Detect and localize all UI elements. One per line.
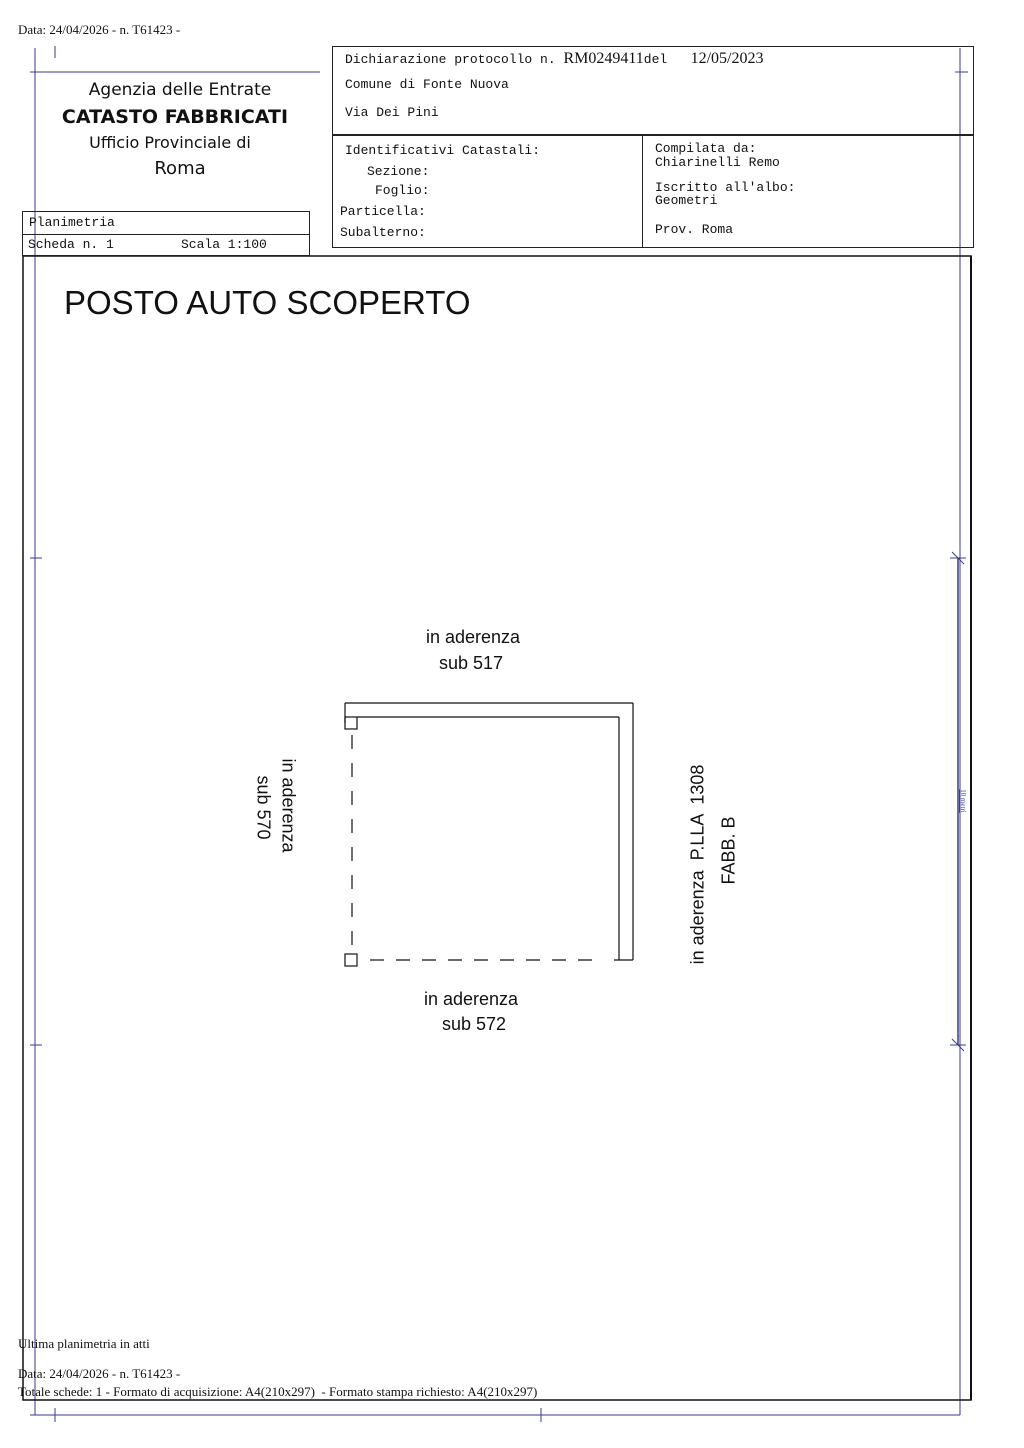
via-text: Via Dei Pini	[345, 105, 439, 120]
right-adjacency-sub: FABB. B	[718, 816, 739, 885]
declaration-del: del	[643, 52, 668, 67]
catasto-title: CATASTO FABBRICATI	[61, 106, 289, 128]
prov-value: Prov. Roma	[655, 222, 734, 237]
declaration-label: Dichiarazione protocollo n.	[345, 52, 556, 67]
box-divider	[642, 135, 643, 247]
particella-label: Particella:	[340, 204, 426, 219]
scala-label: Scala 1:100	[181, 237, 267, 252]
planimetria-box	[22, 211, 310, 256]
declaration-line	[345, 50, 763, 68]
compilata-title: Compilata da:	[655, 141, 757, 156]
footer-ultima: Ultima planimetria in atti	[18, 1336, 150, 1351]
comune-text: Comune di Fonte Nuova	[345, 77, 509, 92]
subalterno-label: Subalterno:	[340, 225, 426, 240]
planimetria-label: Planimetria	[29, 215, 115, 230]
protocol-number: RM0249411	[563, 50, 644, 67]
compilata-name: Chiarinelli Remo	[655, 155, 780, 170]
agency-name: Agenzia delle Entrate	[88, 80, 272, 100]
albo-value: Geometri	[655, 193, 718, 208]
ufficio-city: Roma	[154, 158, 206, 179]
top-adjacency-label: in aderenza	[425, 627, 521, 647]
bottom-adjacency-sub: sub 572	[441, 1014, 507, 1034]
declaration-date: 12/05/2023	[690, 50, 764, 67]
bottom-adjacency-label: in aderenza	[423, 989, 519, 1009]
drawing-title: POSTO AUTO SCOPERTO	[64, 284, 471, 321]
sezione-label: Sezione:	[367, 164, 430, 179]
declaration-box	[332, 46, 974, 136]
footer-totale: Totale schede: 1 - Formato di acquisizione: A4(210x297) - Formato stampa richiesto: A4(210x297)	[18, 1384, 538, 1399]
iscritto-label: Iscritto all'albo:	[655, 180, 796, 195]
left-adjacency-sub: sub 570	[253, 775, 274, 840]
scale-bar-label: 10 metri	[959, 789, 967, 813]
foglio-label: Foglio:	[375, 183, 430, 198]
ufficio-label: Ufficio Provinciale di	[89, 133, 251, 152]
left-adjacency-label: in aderenza	[278, 758, 299, 853]
top-adjacency-sub: sub 517	[438, 653, 504, 673]
planimetria-divider	[23, 234, 309, 235]
right-adjacency-label: in aderenza P.LLA 1308	[687, 764, 708, 965]
scheda-label: Scheda n. 1	[28, 237, 114, 252]
identificativi-box	[332, 134, 974, 248]
header-date-line: Data: 24/04/2026 - n. T61423 -	[18, 22, 181, 37]
footer-date-line: Data: 24/04/2026 - n. T61423 -	[18, 1366, 181, 1381]
identificativi-title: Identificativi Catastali:	[345, 143, 541, 158]
